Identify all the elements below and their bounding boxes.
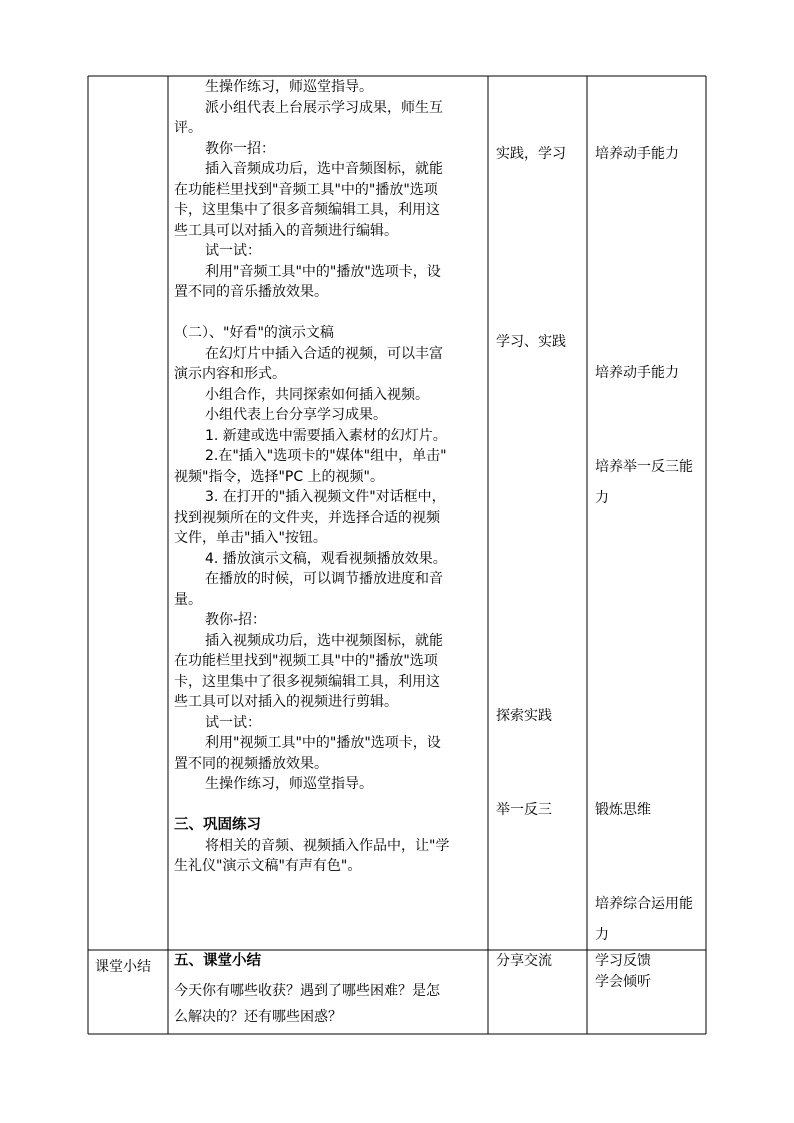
content-line: 量。: [174, 591, 202, 608]
design-intent-5: 培养综合运用能: [595, 896, 693, 912]
content-line: 生操作练习，师巡堂指导。: [205, 79, 373, 95]
content-line: 视频"指令，选择"PC 上的视频"。: [174, 468, 384, 485]
summary-intent-2: 学会倾听: [595, 974, 651, 990]
summary-student-activity: 分享交流: [496, 953, 552, 969]
content-line: 文件，单击"插入"按钮。: [174, 530, 327, 546]
content-line: [174, 795, 486, 816]
content-line: [174, 303, 486, 324]
content-line: 教你-招：: [205, 612, 267, 628]
design-intent-5-cont: 力: [595, 927, 609, 943]
content-line: 卡，这里集中了很多视频编辑工具，利用这: [174, 673, 440, 690]
section-heading: 三、巩固练习: [174, 817, 261, 833]
summary-heading: 五、课堂小结: [174, 953, 261, 969]
content-line: 小组合作，共同探索如何插入视频。: [205, 386, 429, 403]
summary-line-2: 么解决的？还有哪些困惑？: [174, 1009, 342, 1025]
content-line: 在幻灯片中插入合适的视频，可以丰富: [205, 345, 443, 362]
teaching-content-lines: [174, 77, 486, 877]
content-line: 2.在"插入"选项卡的"媒体"组中，单击": [205, 448, 447, 464]
student-activity-3: 探索实践: [496, 708, 552, 724]
content-line: 置不同的视频播放效果。: [174, 755, 328, 772]
content-line: 利用"音频工具"中的"播放"选项卡，设: [205, 263, 441, 280]
content-line: 派小组代表上台展示学习成果，师生互: [205, 99, 443, 116]
content-line: 在功能栏里找到"音频工具"中的"播放"选项: [174, 181, 438, 198]
content-line: 小组代表上台分享学习成果。: [205, 407, 387, 423]
content-line: 教你一招：: [205, 140, 275, 157]
content-line: 生礼仪"演示文稿"有声有色"。: [174, 858, 362, 874]
content-line: 4. 播放演示文稿，观看视频播放效果。: [205, 550, 447, 567]
summary-stage-label: 课堂小结: [95, 959, 151, 975]
content-line: 利用"视频工具"中的"播放"选项卡，设: [205, 735, 441, 751]
student-activity-1: 实践，学习: [496, 146, 566, 162]
content-line: 3. 在打开的"插入视频文件"对话框中，: [205, 489, 446, 505]
content-line: （二）、"好看"的演示文稿: [174, 325, 334, 341]
design-intent-2: 培养动手能力: [595, 365, 679, 381]
summary-intent-1: 学习反馈: [595, 953, 651, 969]
design-intent-3: 培养举一反三能: [595, 459, 693, 475]
content-line: 生操作练习，师巡堂指导。: [205, 776, 373, 792]
content-line: 在功能栏里找到"视频工具"中的"播放"选项: [174, 653, 438, 669]
content-line: 些工具可以对插入的视频进行剪辑。: [174, 694, 398, 710]
content-line: 在播放的时候，可以调节播放进度和音: [205, 571, 443, 587]
content-line: 些工具可以对插入的音频进行编辑。: [174, 222, 398, 239]
content-line: 找到视频所在的文件夹，并选择合适的视频: [174, 509, 440, 526]
design-intent-3-cont: 力: [595, 490, 609, 506]
summary-line-1: 今天你有哪些收获？遇到了哪些困难？是怎: [174, 983, 440, 999]
content-line: 评。: [174, 120, 202, 136]
content-line: 1. 新建或选中需要插入素材的幻灯片。: [205, 427, 447, 444]
content-line: 演示内容和形式。: [174, 366, 286, 382]
content-line: 试一试：: [205, 714, 261, 731]
design-intent-4: 锻炼思维: [595, 802, 651, 818]
content-line: 试一试：: [205, 243, 261, 259]
content-line: 置不同的音乐播放效果。: [174, 284, 328, 300]
student-activity-2: 学习、实践: [496, 334, 566, 350]
content-line: 插入视频成功后，选中视频图标，就能: [205, 632, 443, 649]
student-activity-4: 举一反三: [496, 802, 552, 818]
design-intent-1: 培养动手能力: [595, 146, 679, 162]
content-line: 将相关的音频、视频插入作品中，让"学: [205, 837, 450, 854]
content-line: 卡，这里集中了很多音频编辑工具，利用这: [174, 202, 440, 218]
content-line: 插入音频成功后，选中音频图标，就能: [205, 161, 443, 177]
